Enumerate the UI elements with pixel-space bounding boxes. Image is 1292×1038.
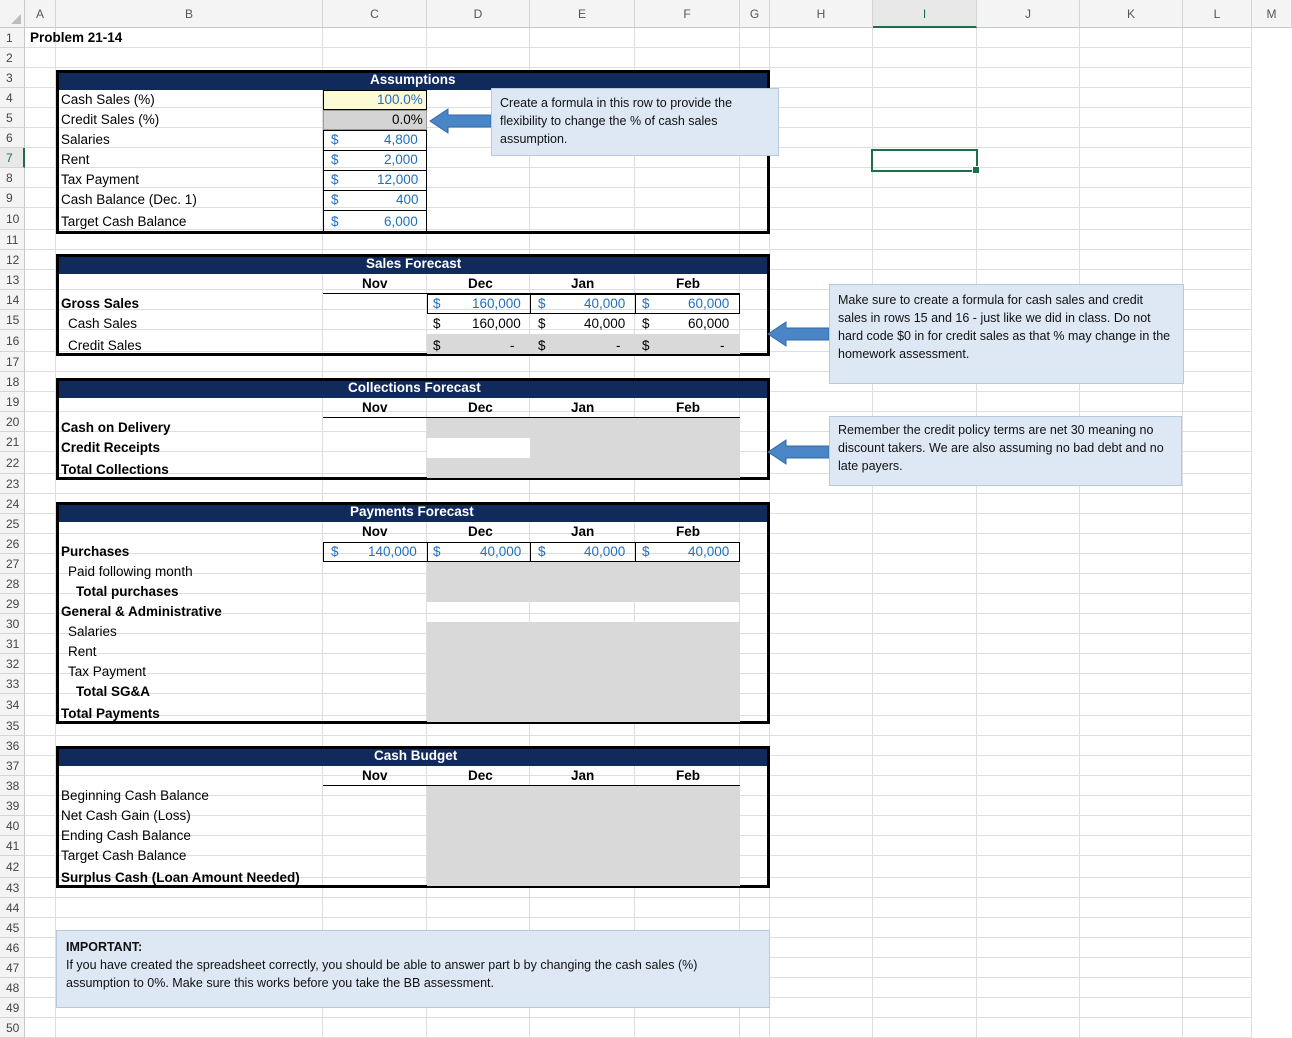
cash-sales-dec[interactable]: 160,000 — [472, 316, 521, 331]
purchases-input-area[interactable] — [427, 562, 740, 602]
credit-sales-value[interactable]: 0.0% — [392, 112, 423, 127]
gridline-row — [25, 47, 1252, 48]
month-header-jan: Jan — [571, 276, 595, 291]
row-header-46[interactable]: 46 — [0, 938, 25, 958]
row-header-4[interactable]: 4 — [0, 88, 25, 108]
month-header-feb: Feb — [676, 768, 701, 783]
column-header-j[interactable]: J — [977, 0, 1080, 28]
column-header-c[interactable]: C — [323, 0, 427, 28]
dollar-sign: $ — [538, 544, 546, 559]
row-header-12[interactable]: 12 — [0, 250, 25, 270]
month-header-dec: Dec — [468, 400, 493, 415]
important-note-body: If you have created the spreadsheet correctly, you should be able to answer part b by changing the cash sales (%) assumption to 0%. Make sure this works before you take the BB assessment. — [66, 958, 698, 990]
payments-label: Salaries — [68, 624, 117, 639]
sales-header: Sales Forecast — [366, 256, 462, 271]
assumption-label: Cash Balance (Dec. 1) — [61, 192, 197, 207]
row-header-48[interactable]: 48 — [0, 978, 25, 998]
payments-label: Tax Payment — [68, 664, 147, 679]
budget-label: Beginning Cash Balance — [61, 788, 209, 803]
gridline-col — [1182, 28, 1183, 1038]
row-header-18[interactable]: 18 — [0, 372, 25, 392]
row-header-40[interactable]: 40 — [0, 816, 25, 836]
payments-label: Total SG&A — [76, 684, 150, 699]
select-all-corner[interactable] — [0, 0, 25, 28]
formula-row-note: Create a formula in this row to provide the flexibility to change the % of cash sales assumption. — [491, 88, 779, 156]
row-header-39[interactable]: 39 — [0, 796, 25, 816]
left-arrow-icon — [768, 321, 830, 347]
row-header-42[interactable]: 42 — [0, 856, 25, 878]
gridline-col — [1079, 28, 1080, 1038]
row-header-32[interactable]: 32 — [0, 654, 25, 674]
target-cash-value[interactable]: 6,000 — [384, 214, 418, 229]
month-header-nov: Nov — [362, 400, 388, 415]
collections-label: Cash on Delivery — [61, 420, 171, 435]
row-header-3[interactable]: 3 — [0, 68, 25, 88]
collections-label: Credit Receipts — [61, 440, 161, 455]
row-header-41[interactable]: 41 — [0, 836, 25, 856]
month-header-nov: Nov — [362, 276, 388, 291]
purchases-feb[interactable]: 40,000 — [688, 544, 730, 559]
row-header-5[interactable]: 5 — [0, 108, 25, 128]
gross-sales-feb[interactable]: 60,000 — [688, 296, 730, 311]
row-header-36[interactable]: 36 — [0, 736, 25, 756]
month-header-feb: Feb — [676, 400, 701, 415]
assumption-label: Rent — [61, 152, 90, 167]
dollar-sign: $ — [642, 544, 650, 559]
row-header-17[interactable]: 17 — [0, 352, 25, 372]
credit-policy-note: Remember the credit policy terms are net 30 meaning no discount takers. We are also assuming no bad debt and no late payers. — [829, 416, 1182, 486]
column-header-d[interactable]: D — [427, 0, 530, 28]
gridline-col — [872, 28, 873, 1038]
gross-sales-jan[interactable]: 40,000 — [584, 296, 626, 311]
gridline-row — [25, 897, 1252, 898]
gridline-col — [976, 28, 977, 1038]
month-header-dec: Dec — [468, 276, 493, 291]
row-header-35[interactable]: 35 — [0, 716, 25, 736]
gridline-row — [25, 917, 1252, 918]
row-header-47[interactable]: 47 — [0, 958, 25, 978]
gridline-row — [25, 1017, 1252, 1018]
assumption-label: Cash Sales (%) — [61, 92, 155, 107]
dollar-sign: $ — [433, 296, 441, 311]
collections-blank-cell[interactable] — [427, 438, 530, 458]
column-header-l[interactable]: L — [1183, 0, 1252, 28]
row-header-29[interactable]: 29 — [0, 594, 25, 614]
month-header-dec: Dec — [468, 768, 493, 783]
credit-sales-row-fill — [427, 334, 740, 354]
payments-label: Total Payments — [61, 706, 160, 721]
month-header-feb: Feb — [676, 276, 701, 291]
column-header-m[interactable]: M — [1252, 0, 1292, 28]
gridline-row — [25, 249, 1252, 250]
row-header-11[interactable]: 11 — [0, 230, 25, 250]
row-header-14[interactable]: 14 — [0, 290, 25, 310]
dollar-sign: $ — [331, 132, 339, 147]
collections-label: Total Collections — [61, 462, 169, 477]
assumption-label: Tax Payment — [61, 172, 140, 187]
credit-sales-jan[interactable]: - — [616, 338, 621, 353]
column-header-g[interactable]: G — [740, 0, 770, 28]
row-header-44[interactable]: 44 — [0, 898, 25, 918]
column-header-k[interactable]: K — [1080, 0, 1183, 28]
gridline-row — [25, 67, 1252, 68]
assumptions-header: Assumptions — [370, 72, 456, 87]
row-header-30[interactable]: 30 — [0, 614, 25, 634]
budget-input-area[interactable] — [427, 786, 740, 886]
row-header-26[interactable]: 26 — [0, 534, 25, 554]
row-header-33[interactable]: 33 — [0, 674, 25, 694]
month-header-nov: Nov — [362, 768, 388, 783]
sheet-title: Problem 21-14 — [30, 30, 123, 45]
row-header-27[interactable]: 27 — [0, 554, 25, 574]
assumption-label: Credit Sales (%) — [61, 112, 160, 127]
payments-label: Total purchases — [76, 584, 179, 599]
dollar-sign: $ — [331, 544, 339, 559]
payments-label: Rent — [68, 644, 97, 659]
salaries-value[interactable]: 4,800 — [384, 132, 418, 147]
budget-label: Ending Cash Balance — [61, 828, 191, 843]
gridline-row — [25, 735, 1252, 736]
credit-sales-dec[interactable]: - — [510, 338, 515, 353]
budget-header: Cash Budget — [374, 748, 458, 763]
row-header-23[interactable]: 23 — [0, 474, 25, 494]
purchases-jan[interactable]: 40,000 — [584, 544, 626, 559]
row-header-25[interactable]: 25 — [0, 514, 25, 534]
cash-sales-value[interactable]: 100.0% — [377, 92, 423, 107]
sga-input-area[interactable] — [427, 622, 740, 722]
dollar-sign: $ — [433, 338, 441, 353]
row-header-43[interactable]: 43 — [0, 878, 25, 898]
row-header-10[interactable]: 10 — [0, 208, 25, 230]
dollar-sign: $ — [642, 316, 650, 331]
row-header-22[interactable]: 22 — [0, 452, 25, 474]
important-note — [56, 930, 770, 1008]
dollar-sign: $ — [642, 338, 650, 353]
sales-label: Cash Sales — [68, 316, 138, 331]
dollar-sign: $ — [538, 296, 546, 311]
payments-header: Payments Forecast — [350, 504, 474, 519]
row-header-38[interactable]: 38 — [0, 776, 25, 796]
column-header-b[interactable]: B — [56, 0, 323, 28]
row-header-16[interactable]: 16 — [0, 330, 25, 352]
credit-sales-feb[interactable]: - — [720, 338, 725, 353]
sales-label: Gross Sales — [61, 296, 140, 311]
gridline-col — [1251, 28, 1252, 1038]
month-header-dec: Dec — [468, 524, 493, 539]
budget-label: Target Cash Balance — [61, 848, 187, 863]
row-header-49[interactable]: 49 — [0, 998, 25, 1018]
row-header-31[interactable]: 31 — [0, 634, 25, 654]
budget-label: Surplus Cash (Loan Amount Needed) — [61, 870, 300, 885]
gridline-row — [25, 493, 1252, 494]
purchases-dec[interactable]: 40,000 — [480, 544, 522, 559]
cash-balance-value[interactable]: 400 — [396, 192, 419, 207]
column-header-a[interactable]: A — [25, 0, 56, 28]
dollar-sign: $ — [331, 214, 339, 229]
dollar-sign: $ — [331, 192, 339, 207]
purchases-nov[interactable]: 140,000 — [368, 544, 417, 559]
row-header-50[interactable]: 50 — [0, 1018, 25, 1038]
month-header-jan: Jan — [571, 400, 595, 415]
payments-label: Paid following month — [68, 564, 193, 579]
cash-sales-jan[interactable]: 40,000 — [584, 316, 626, 331]
column-header-h[interactable]: H — [770, 0, 873, 28]
row-header-19[interactable]: 19 — [0, 392, 25, 412]
dollar-sign: $ — [538, 338, 546, 353]
sales-label: Credit Sales — [68, 338, 142, 353]
month-header-jan: Jan — [571, 524, 595, 539]
column-header-i[interactable]: I — [873, 0, 977, 28]
left-arrow-icon — [430, 108, 492, 134]
dollar-sign: $ — [331, 152, 339, 167]
payments-label: General & Administrative — [61, 604, 222, 619]
rent-value[interactable]: 2,000 — [384, 152, 418, 167]
tax-payment-value[interactable]: 12,000 — [377, 172, 419, 187]
cash-sales-feb[interactable]: 60,000 — [688, 316, 730, 331]
selected-cell-i7[interactable] — [871, 149, 978, 172]
left-arrow-icon — [768, 439, 830, 465]
month-header-feb: Feb — [676, 524, 701, 539]
row-header-13[interactable]: 13 — [0, 270, 25, 290]
month-header-nov: Nov — [362, 524, 388, 539]
dollar-sign: $ — [642, 296, 650, 311]
row-header-1[interactable]: 1 — [0, 28, 25, 48]
gross-sales-dec[interactable]: 160,000 — [472, 296, 521, 311]
row-header-9[interactable]: 9 — [0, 188, 25, 208]
row-header-21[interactable]: 21 — [0, 432, 25, 452]
row-header-34[interactable]: 34 — [0, 694, 25, 716]
dollar-sign: $ — [433, 544, 441, 559]
budget-label: Net Cash Gain (Loss) — [61, 808, 191, 823]
column-header-f[interactable]: F — [635, 0, 740, 28]
row-header-2[interactable]: 2 — [0, 48, 25, 68]
collections-header: Collections Forecast — [348, 380, 481, 395]
dollar-sign: $ — [331, 172, 339, 187]
month-header-jan: Jan — [571, 768, 595, 783]
row-header-15[interactable]: 15 — [0, 310, 25, 330]
fill-handle[interactable] — [972, 166, 980, 174]
payments-label: Purchases — [61, 544, 130, 559]
row-header-7[interactable]: 7 — [0, 148, 25, 168]
row-header-24[interactable]: 24 — [0, 494, 25, 514]
assumption-label: Target Cash Balance — [61, 214, 187, 229]
row-header-20[interactable]: 20 — [0, 412, 25, 432]
important-note-title: IMPORTANT: — [66, 940, 143, 954]
dollar-sign: $ — [433, 316, 441, 331]
row-header-8[interactable]: 8 — [0, 168, 25, 188]
row-header-6[interactable]: 6 — [0, 128, 25, 148]
dollar-sign: $ — [538, 316, 546, 331]
row-header-45[interactable]: 45 — [0, 918, 25, 938]
row-header-37[interactable]: 37 — [0, 756, 25, 776]
row-header-28[interactable]: 28 — [0, 574, 25, 594]
assumption-label: Salaries — [61, 132, 110, 147]
cash-credit-formula-note: Make sure to create a formula for cash sales and credit sales in rows 15 and 16 - just like we did in class. Do not hard code $0 in for credit sales as that % may change in the homework assessment. — [829, 284, 1184, 384]
column-header-e[interactable]: E — [530, 0, 635, 28]
